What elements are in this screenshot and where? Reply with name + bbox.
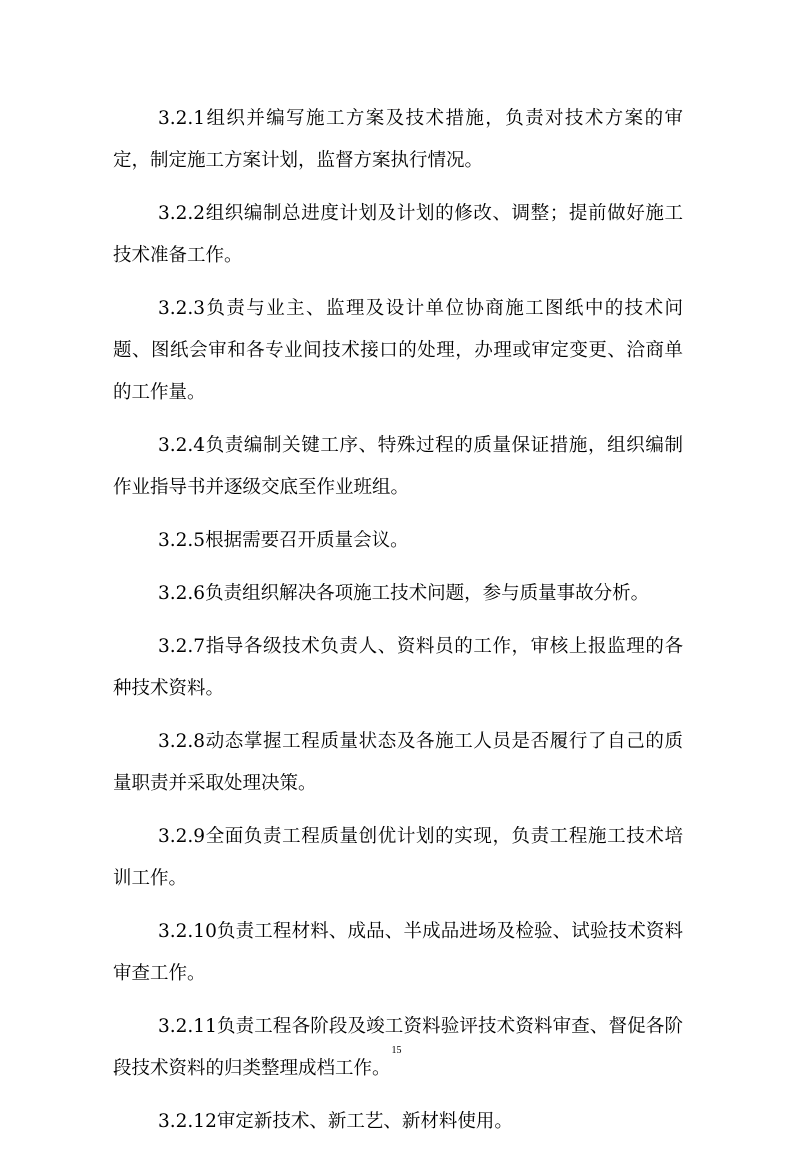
paragraph-3-2-11: 3.2.11负责工程各阶段及竣工资料验评技术资料审查、督促各阶段技术资料的归类整理成档工作。	[113, 1016, 683, 1079]
paragraph-3-2-8: 3.2.8动态掌握工程质量状态及各施工人员是否履行了自己的质量职责并采取处理决策。	[113, 731, 683, 794]
paragraph-3-2-1: 3.2.1组织并编写施工方案及技术措施，负责对技术方案的审定，制定施工方案计划，监督方案执行情况。	[113, 108, 683, 171]
paragraph-3-2-3: 3.2.3负责与业主、监理及设计单位协商施工图纸中的技术问题、图纸会审和各专业间技术接口的处理，办理或审定变更、洽商单的工作量。	[113, 298, 683, 403]
paragraph-3-2-4: 3.2.4负责编制关键工序、特殊过程的质量保证措施，组织编制作业指导书并逐级交底至作业班组。	[113, 435, 683, 498]
paragraph-3-2-10: 3.2.10负责工程材料、成品、半成品进场及检验、试验技术资料审查工作。	[113, 921, 683, 984]
paragraph-3-2-7: 3.2.7指导各级技术负责人、资料员的工作，审核上报监理的各种技术资料。	[113, 636, 683, 699]
paragraph-3-2-2: 3.2.2组织编制总进度计划及计划的修改、调整；提前做好施工技术准备工作。	[113, 203, 683, 266]
paragraph-3-2-12: 3.2.12审定新技术、新工艺、新材料使用。	[158, 1111, 513, 1132]
document-body	[113, 98, 683, 1154]
page-number: 15	[391, 1045, 402, 1056]
paragraph-3-2-9: 3.2.9全面负责工程质量创优计划的实现，负责工程施工技术培训工作。	[113, 826, 683, 889]
paragraph-3-2-5: 3.2.5根据需要召开质量会议。	[158, 530, 409, 551]
paragraph-3-2-6: 3.2.6负责组织解决各项施工技术问题，参与质量事故分析。	[158, 583, 650, 604]
